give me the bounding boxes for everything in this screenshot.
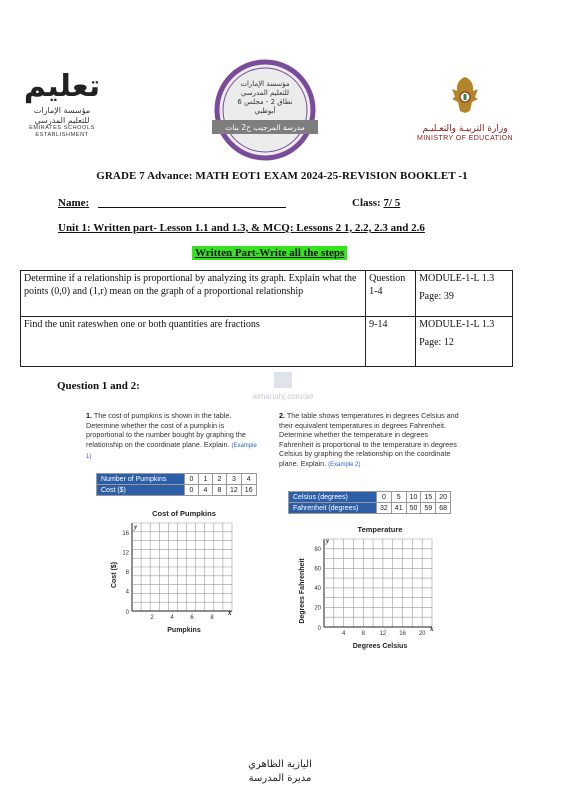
table-row xyxy=(289,503,451,514)
pumpkin-table xyxy=(96,473,257,496)
x-tick-label: 6 xyxy=(190,615,194,621)
logo-arabic-text: مؤسسة الإمارات للتعليم المدرسي xyxy=(33,106,91,125)
table-row xyxy=(21,271,513,317)
chart-title: Cost of Pumpkins xyxy=(152,509,216,518)
y-tick-label: 60 xyxy=(314,566,321,573)
table-cell: 68 xyxy=(436,503,451,514)
y-axis-label: Cost ($) xyxy=(111,561,118,589)
pumpkin-cost-header: Cost ($) xyxy=(97,485,185,496)
y-tick-label: 8 xyxy=(125,569,129,576)
y-tick-label: 20 xyxy=(314,605,321,612)
table-cell: 0 xyxy=(185,474,199,485)
temperature-chart xyxy=(292,521,462,651)
problem-2-example: (Example 2) xyxy=(328,461,361,468)
logo-mark: تعليم xyxy=(23,69,101,104)
problem-2-number: 2. xyxy=(279,411,285,420)
y-tick-label: 16 xyxy=(122,530,129,537)
lesson-reference xyxy=(416,271,513,317)
table-cell: 3 xyxy=(227,474,242,485)
principal-signature xyxy=(230,758,330,785)
table-cell: 32 xyxy=(377,503,392,514)
problem-1-body: The cost of pumpkins is shown in the table. Determine whether the cost of a pumpkin is proportional to the number bought by graphing the relationship on the coordinate plane. Explain. xyxy=(86,411,246,449)
booklet-title: GRADE 7 Advance: MATH EOT1 EXAM 2024-25-REVISION BOOKLET -1 xyxy=(96,170,468,182)
table-cell: 0 xyxy=(377,492,392,503)
principal-title: مديرة المدرسة xyxy=(248,772,312,784)
table-cell: 4 xyxy=(199,485,213,496)
watermark-logo-icon xyxy=(274,372,292,388)
stamp-banner: مدرسة المرجيب ح2 بنات xyxy=(225,123,305,132)
table-cell: 59 xyxy=(421,503,436,514)
school-stamp xyxy=(210,58,320,168)
x-tick-label: 8 xyxy=(210,615,214,621)
table-cell: 50 xyxy=(406,503,421,514)
written-part-banner: Written Part-Write all the steps xyxy=(192,246,347,260)
y-axis-letter: y xyxy=(326,537,330,545)
x-tick-label: 4 xyxy=(341,631,346,637)
falcon-emblem-icon xyxy=(448,75,482,115)
y-tick-label: 4 xyxy=(125,589,129,596)
table-cell: 15 xyxy=(421,492,436,503)
x-axis-label: Degrees Celsius xyxy=(352,643,408,650)
table-cell: 16 xyxy=(241,485,256,496)
stamp-line1: مؤسسة الإمارات xyxy=(240,80,290,88)
table-cell: 20 xyxy=(436,492,451,503)
principal-name: اليازية الظاهري xyxy=(248,759,312,770)
chart-title: Temperature xyxy=(357,525,403,534)
question-heading: Question 1 and 2: xyxy=(57,380,140,392)
lesson-questions: Question 1-4 xyxy=(366,271,416,317)
lesson-page: Page: 12 xyxy=(419,336,454,348)
lesson-description: Find the unit rateswhen one or both quantities are fractions xyxy=(21,317,366,367)
class-field xyxy=(352,197,400,209)
x-tick-label: 4 xyxy=(170,615,174,621)
name-label: Name: xyxy=(58,197,90,209)
emirates-schools-logo xyxy=(22,69,102,139)
y-tick-label: 12 xyxy=(122,550,129,557)
name-line xyxy=(98,207,286,208)
table-cell: 12 xyxy=(227,485,242,496)
stamp-line3: نطاق 2 - مجلس 6 xyxy=(237,98,293,106)
table-cell: 2 xyxy=(213,474,227,485)
ministry-english: MINISTRY OF EDUCATION xyxy=(417,135,513,142)
origin-label: 0 xyxy=(317,626,321,632)
table-row xyxy=(289,492,451,503)
lessons-table xyxy=(20,270,513,367)
stamp-line4: أبوظبي xyxy=(254,107,276,115)
lesson-description: Determine if a relationship is proportional by analyzing its graph. Explain what the points (0,0) and (1,r) mean on the graph of a proportional relationship xyxy=(21,271,366,317)
problem-1-text xyxy=(86,411,261,463)
watermark-site: almanahj.com/ae xyxy=(252,392,314,401)
table-cell: 0 xyxy=(185,485,199,496)
problem-1-example: (Example 1) xyxy=(86,442,257,461)
watermark xyxy=(228,372,338,401)
stamp-line2: للتعليم المدرسي xyxy=(240,89,290,97)
table-row xyxy=(97,474,257,485)
unit-line: Unit 1: Written part- Lesson 1.1 and 1.3, & MCQ: Lessons 2 1, 2.2, 2.3 and 2.6 xyxy=(58,222,425,234)
table-row xyxy=(97,485,257,496)
temperature-table xyxy=(288,491,451,514)
table-cell: 10 xyxy=(406,492,421,503)
logo-english-line2: ESTABLISHMENT xyxy=(35,132,89,139)
logo-english-line1: EMIRATES SCHOOLS xyxy=(29,125,95,132)
lesson-module: MODULE-1-L 1.3 xyxy=(419,319,495,330)
celsius-header: Celsius (degrees) xyxy=(289,492,377,503)
lesson-reference xyxy=(416,317,513,367)
table-cell: 5 xyxy=(391,492,406,503)
problem-2-text xyxy=(279,411,464,471)
x-tick-label: 2 xyxy=(150,615,154,621)
pumpkin-count-header: Number of Pumpkins xyxy=(97,474,185,485)
fahrenheit-header: Fahrenheit (degrees) xyxy=(289,503,377,514)
class-value: 7/ 5 xyxy=(383,197,401,209)
lesson-page: Page: 39 xyxy=(419,290,454,302)
y-axis-letter: y xyxy=(134,523,138,531)
x-axis-letter: x xyxy=(228,609,232,617)
table-cell: 41 xyxy=(391,503,406,514)
y-axis-label: Degrees Fahrenheit xyxy=(299,558,306,624)
x-tick-label: 16 xyxy=(399,631,406,637)
x-tick-label: 8 xyxy=(361,631,365,637)
lesson-module: MODULE-1-L 1.3 xyxy=(419,273,495,284)
pumpkin-cost-chart xyxy=(92,505,262,635)
problem-1-number: 1. xyxy=(86,411,92,420)
table-cell: 4 xyxy=(241,474,256,485)
x-axis-label: Pumpkins xyxy=(167,627,201,634)
origin-label: 0 xyxy=(125,610,129,616)
ministry-arabic: وزارة التربيـة والتعـليـم xyxy=(422,124,508,134)
table-cell: 1 xyxy=(199,474,213,485)
y-tick-label: 40 xyxy=(314,585,321,592)
x-tick-label: 12 xyxy=(379,631,387,637)
table-cell: 8 xyxy=(213,485,227,496)
x-axis-letter: x xyxy=(430,625,434,633)
y-tick-label: 80 xyxy=(314,546,321,553)
lesson-questions: 9-14 xyxy=(366,317,416,367)
table-row xyxy=(21,317,513,367)
x-tick-label: 20 xyxy=(418,631,426,637)
ministry-logo xyxy=(405,75,525,142)
problem-2-body: The table shows temperatures in degrees Celsius and their equivalent temperatures in degrees Fahrenheit. Determine whether the temperature in degrees Fahrenheit is proportional to the temperature in degrees Celsius by graphing the relationship on the coordinate plane. Explain. xyxy=(279,411,459,468)
class-label: Class: xyxy=(352,197,384,209)
